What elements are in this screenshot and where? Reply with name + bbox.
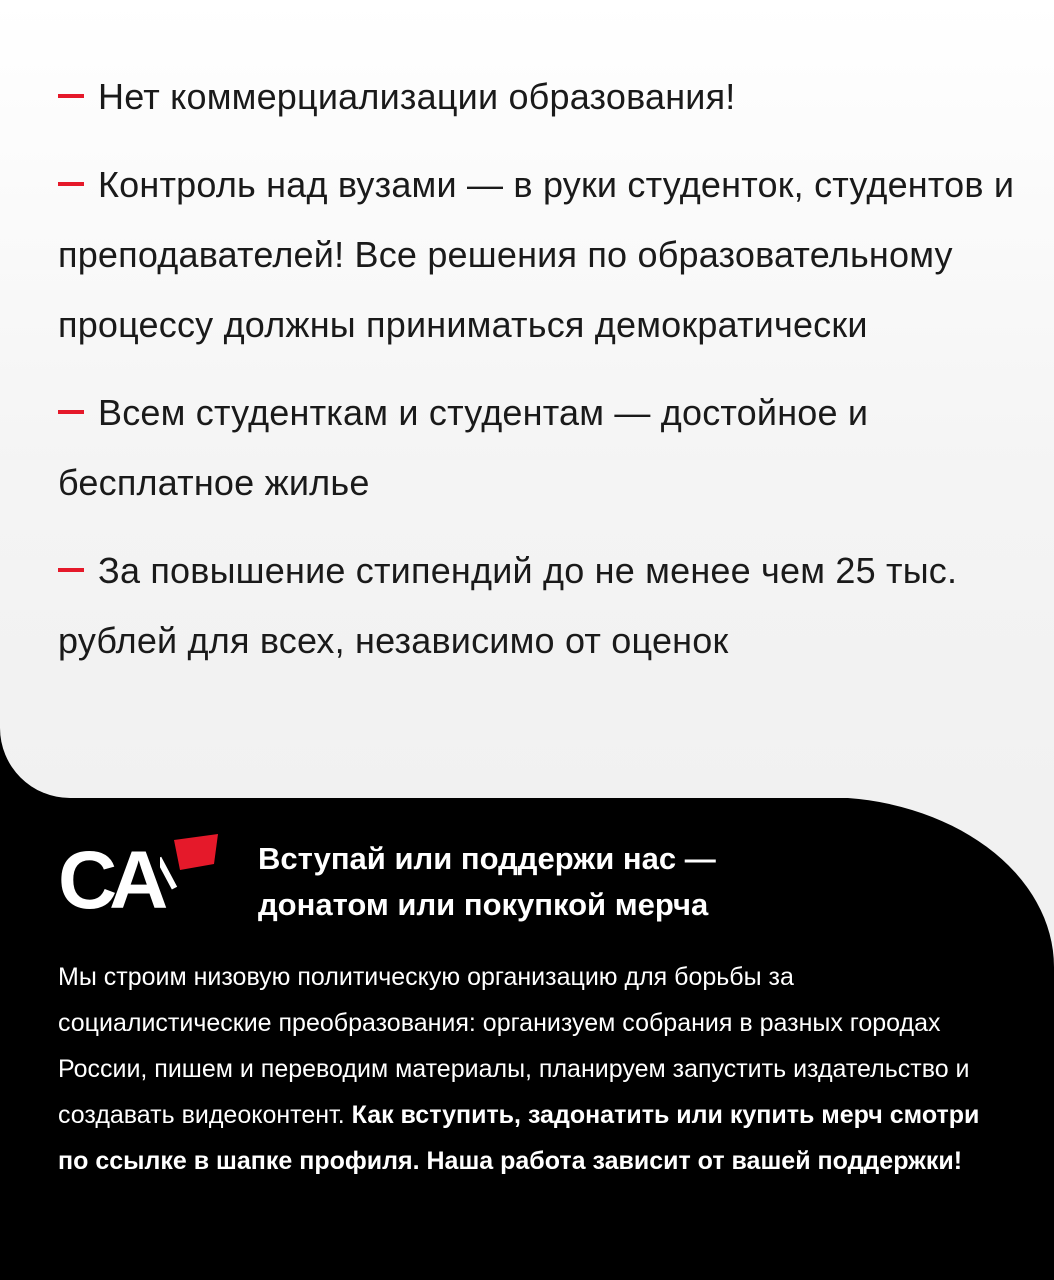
logo <box>58 836 228 926</box>
demand-text: Нет коммерциализации образования! <box>98 76 736 117</box>
demands-list <box>58 62 1018 694</box>
demand-text: За повышение стипендий до не менее чем 25 тыс. рублей для всех, независимо от оценок <box>58 550 958 661</box>
red-flag-icon <box>160 834 224 890</box>
demand-item <box>58 150 1018 360</box>
about-description: Мы строим низовую политическую организацию для борьбы за социалистические преобразования: организуем собрания в разных городах России, пишем и переводим материалы, планируем запустить издательство и создавать видеоконтент. <box>58 963 970 1129</box>
demand-item <box>58 536 1018 676</box>
demand-item <box>58 378 1018 518</box>
about-text <box>58 954 1008 1184</box>
cta-title <box>258 836 958 928</box>
red-dash-icon <box>58 182 84 186</box>
cta-title-line: Вступай или поддержи нас — <box>258 841 716 876</box>
about-instructions: Как вступить, задонатить или купить мерч смотри по ссылке в шапке профиля. Наша работа зависит от вашей поддержки! <box>58 1101 980 1175</box>
logo-text: СА <box>58 835 163 926</box>
demand-text: Всем студенткам и студентам — достойное и бесплатное жилье <box>58 392 869 503</box>
demand-item <box>58 62 1018 132</box>
demand-text: Контроль над вузами — в руки студенток, студентов и преподавателей! Все решения по образовательному процессу должны приниматься демократически <box>58 164 1015 345</box>
call-to-action <box>58 836 1018 926</box>
red-dash-icon <box>58 568 84 572</box>
red-dash-icon <box>58 94 84 98</box>
cta-title-line: донатом или покупкой мерча <box>258 887 709 922</box>
red-dash-icon <box>58 410 84 414</box>
